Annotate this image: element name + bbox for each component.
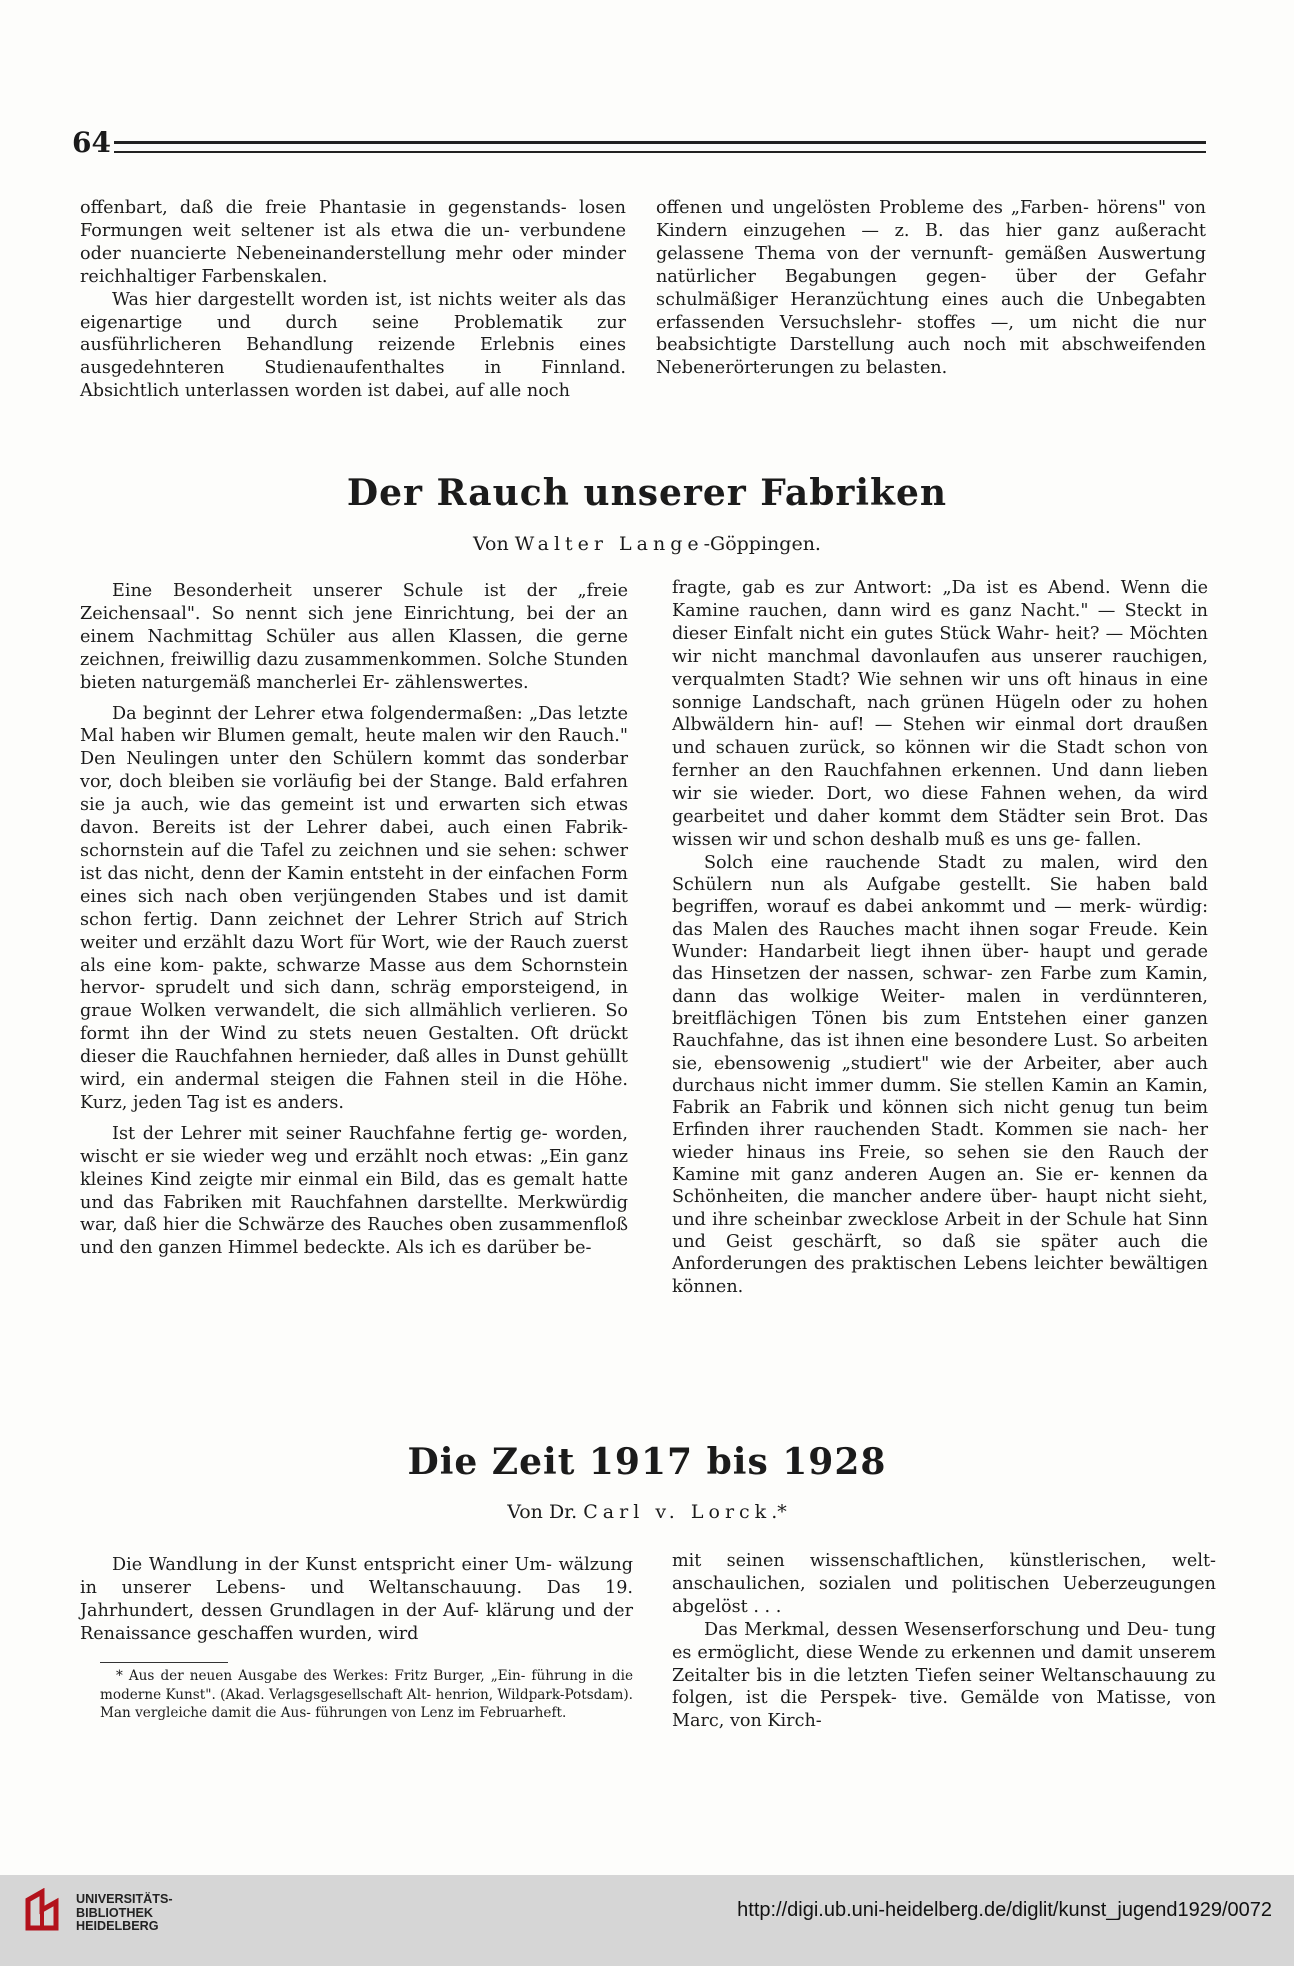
footnote-rule — [100, 1662, 228, 1663]
library-logo-icon — [22, 1888, 68, 1934]
article-title: Der Rauch unserer Fabriken — [346, 472, 948, 514]
paragraph: offenbart, daß die freie Phantasie in gegenstands- losen Formungen weit seltener ist als etwa die un- verbundene oder nuancierte Nebeneinanderstellung mehr oder minder reichhaltiger Farbenskalen. — [80, 198, 626, 287]
paragraph: offenen und ungelösten Probleme des „Farben- hörens" von Kindern einzugehen — z. B. das hier ganz außeracht gelassene Thema von der vernunft- gemäßen Auswertung natürlicher Begabungen gegen- über der Gefahr schulmäßiger Heranzüchtung eines auch die Unbegabten erfassenden Versuchslehr- stoffes —, um nicht die nur beabsichtigte Darstellung auch noch mit abschweifenden Nebenerörterungen zu belasten. — [656, 198, 1206, 379]
paragraph: Ist der Lehrer mit seiner Rauchfahne fertig ge- worden, wischt er sie wieder weg und erzählt noch etwas: „Ein ganz kleines Kind zeigte mir einmal ein Bild, das es gemalt hatte und das Fabriken mit Rauchfahnen darstellte. Merkwürdig war, daß hier die Schwärze des Rauches oben zusammenfloß und den ganzen Himmel bedeckte. Als ich es darüber be- — [80, 1123, 628, 1259]
byline-author: Walter Lange — [514, 533, 704, 555]
article1-right-column — [672, 577, 1208, 1298]
article-byline — [0, 532, 1294, 556]
byline-prefix: Von Dr. — [507, 1501, 578, 1523]
library-name-line: HEIDELBERG — [76, 1919, 159, 1933]
article1-left-column — [80, 580, 628, 1260]
byline-prefix: Von — [473, 533, 509, 555]
footnote — [100, 1667, 633, 1723]
byline-suffix: -Göppingen. — [703, 533, 821, 555]
paragraph: Die Wandlung in der Kunst entspricht einer Um- wälzung in unserer Lebens- und Weltanschauung. Das 19. Jahrhundert, dessen Grundlagen in der Auf- klärung und der Renaissance geschaffen wurden, wird — [80, 1555, 633, 1644]
byline-suffix: .* — [771, 1501, 787, 1523]
article-title: Die Zeit 1917 bis 1928 — [407, 1441, 887, 1483]
top-right-column — [656, 197, 1206, 380]
page-number: 64 — [72, 126, 111, 159]
paragraph: Eine Besonderheit unserer Schule ist der „freie Zeichensaal". So nennt sich jene Einrichtung, bei der an einem Nachmittag Schüler aus allen Klassen, die gerne zeichnen, freiwillig dazu zusammenkommen. Solche Stunden bieten naturgemäß mancherlei Er- zählenswertes. — [80, 581, 628, 693]
footnote-text: * Aus der neuen Ausgabe des Werkes: Fritz Burger, „Ein- führung in die moderne Kunst". (Akad. Verlagsgesellschaft Alt- henrion, Wildpark-Potsdam). Man vergleiche damit die Aus- führungen von Lenz im Februarheft. — [100, 1668, 634, 1722]
top-left-column — [80, 197, 626, 403]
paragraph: Solch eine rauchende Stadt zu malen, wird den Schülern nun als Aufgabe gestellt. Sie haben bald begriffen, worauf es dabei ankommt und — merk- würdig: das Malen des Rauches macht ihnen sogar Freude. Kein Wunder: Handarbeit liegt ihnen über- haupt und gerade das Hinsetzen der nassen, schwar- zen Farbe zum Kamin, dann das wolkige Weiter- malen in verdünnteren, breitflächigen Tönen bis zum Entstehen einer ganzen Rauchfahne, das ist ihnen eine besondere Lust. So arbeiten sie, ebensowenig „studiert" wie der Arbeiter, aber auch durchaus nicht immer dumm. Sie stellen Kamin an Kamin, Fabrik an Fabrik und können sich nicht genug tun beim Erfinden ihrer rauchenden Stadt. Kommen sie nach- her wieder hinaus ins Freie, so sehen sie den Rauch der Kamine mit ganz anderen Augen an. Sie er- kennen da Schönheiten, die mancher andere über- haupt nicht sieht, und ihre scheinbar zwecklose Arbeit in der Schule hat Sinn und Geist geschärft, so daß sie später auch die Anforderungen des praktischen Lebens leichter bewältigen können. — [672, 852, 1208, 1297]
source-url-link[interactable]: http://digi.ub.uni-heidelberg.de/diglit/kunst_jugend1929/0072 — [737, 1899, 1272, 1921]
article2-right-column — [672, 1550, 1216, 1733]
library-name[interactable] — [76, 1893, 173, 1934]
library-name-line: BIBLIOTHEK — [76, 1905, 153, 1920]
paragraph: Da beginnt der Lehrer etwa folgendermaßen: „Das letzte Mal haben wir Blumen gemalt, heute malen wir den Rauch." Den Neulingen unter den Schülern kommt das sonderbar vor, doch bleiben sie vorläufig bei der Stange. Bald erfahren sie ja auch, wie das gemeint ist und erwarten sich etwas davon. Bereits ist der Lehrer dabei, auch einen Fabrik- schornstein auf die Tafel zu zeichnen und sie sehen: schwer ist das nicht, denn der Kamin entsteht in der einfachen Form eines sich nach oben verjüngenden Stabes und ist damit schon fertig. Dann zeichnet der Lehrer Strich auf Strich weiter und erzählt dazu Wort für Wort, wie der Rauch zuerst als eine kom- pakte, schwarze Masse aus dem Schornstein hervor- sprudelt und sich dann, schräg emporsteigend, in graue Wolken verwandelt, die sich allmählich verlieren. So formt ihn der Wind zu stets neuen Gestalten. Oft drückt dieser die Rauchfahnen hernieder, daß alles in Dunst gehüllt wird, ein andermal steigen die Fahnen steil in die Höhe. Kurz, jeden Tag ist es anders. — [80, 703, 628, 1113]
paragraph: fragte, gab es zur Antwort: „Da ist es Abend. Wenn die Kamine rauchen, dann wird es ganz Nacht." — Steckt in dieser Einfalt nicht ein gutes Stück Wahr- heit? — Möchten wir nicht manchmal davonlaufen aus unserer rauchigen, verqualmten Stadt? Wie sehnen wir uns oft hinaus in eine sonnige Landschaft, nach grünen Hügeln oder zu hohen Albwäldern hin- auf! — Stehen wir einmal dort draußen und schauen zurück, so können wir die Stadt schon von fernher an den Rauchfahnen erkennen. Und dann lieben wir sie wieder. Dort, wo diese Fahnen wehen, da wird gearbeitet und daher kommt dem Städter sein Brot. Das wissen wir und schon deshalb muß es uns ge- fallen. — [672, 578, 1208, 850]
header-rule — [114, 141, 1206, 153]
article2-left-column — [80, 1554, 633, 1646]
paragraph: Was hier dargestellt worden ist, ist nichts weiter als das eigenartige und durch seine Problematik zur ausführlicheren Behandlung reizende Erlebnis eines ausgedehnteren Studienaufenthaltes in Finnland. Absichtlich unterlassen worden ist dabei, auf alle noch — [80, 289, 626, 402]
article-byline — [0, 1500, 1294, 1524]
byline-author: Carl v. Lorck — [583, 1501, 772, 1523]
library-name-line: UNIVERSITÄTS- — [76, 1892, 173, 1906]
paragraph: mit seinen wissenschaftlichen, künstlerischen, welt- anschaulichen, sozialen und politischen Ueberzeugungen abgelöst . . . — [672, 1551, 1216, 1617]
paragraph: Das Merkmal, dessen Wesenserforschung und Deu- tung es ermöglicht, diese Wende zu erkennen und damit unserem Zeitalter bis in die letzten Tiefen seiner Weltanschauung zu folgen, ist die Perspek- tive. Gemälde von Matisse, von Marc, von Kirch- — [672, 1619, 1216, 1732]
